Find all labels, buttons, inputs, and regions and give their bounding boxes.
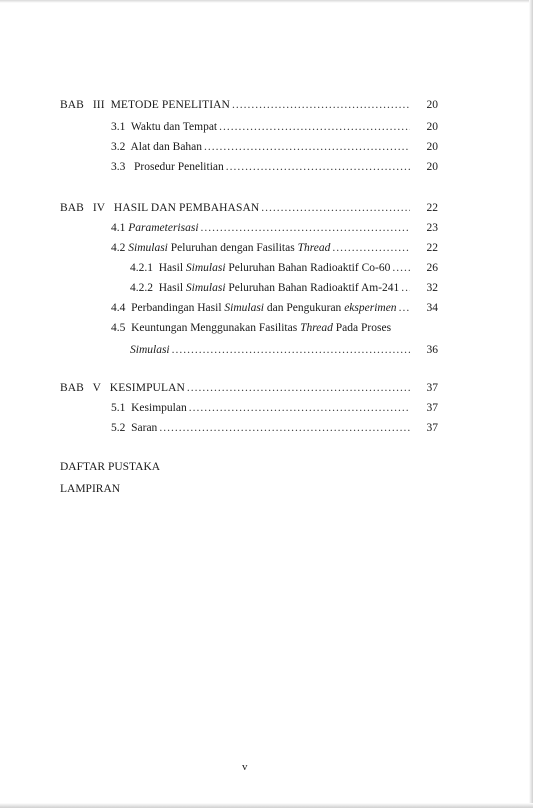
toc-entry-bab3 — [60, 98, 438, 112]
toc-entry-bab4 — [60, 201, 438, 215]
toc-label: BAB III METODE PENELITIAN — [60, 99, 230, 111]
leader-dots — [392, 261, 410, 275]
italic-term: Parameterisasi — [128, 222, 199, 234]
toc-label — [111, 301, 397, 315]
section-number: 4.5 Keuntungan Menggunakan Fasilitas — [111, 322, 301, 334]
toc-page-number: 26 — [426, 262, 438, 274]
toc-label — [111, 241, 330, 255]
toc-page-number: 36 — [426, 344, 438, 356]
toc-label — [130, 281, 399, 295]
toc-label — [111, 221, 199, 235]
toc-entry-4-5-line1 — [111, 321, 391, 335]
italic-term: Simulasi — [128, 242, 168, 254]
toc-label: 3.1 Waktu dan Tempat — [111, 121, 218, 133]
italic-term: eksperimen — [344, 302, 397, 314]
toc-page-number: 23 — [426, 222, 438, 234]
leader-dots — [172, 343, 410, 357]
toc-page-number: 32 — [426, 282, 438, 294]
toc-entry-4-2-2 — [130, 281, 438, 295]
toc-entry-4-5-line2 — [130, 343, 438, 357]
italic-term: Simulasi — [224, 302, 265, 314]
section-number: 4.2 — [111, 242, 129, 254]
leader-dots — [187, 381, 410, 395]
leader-dots — [189, 401, 410, 415]
leader-dots — [261, 201, 410, 215]
title-text: Peluruhan Bahan Radioaktif Co-60 — [225, 262, 391, 274]
toc-label — [130, 261, 390, 275]
title-text: Peluruhan Bahan Radioaktif Am-241 — [225, 282, 400, 294]
leader-dots — [159, 421, 410, 435]
toc-entry-3-1 — [111, 120, 438, 134]
title-text: Peluruhan dengan Fasilitas — [167, 242, 298, 254]
toc-page-number: 37 — [426, 382, 438, 394]
toc-page-number: 20 — [426, 121, 438, 133]
page-edge-bottom — [0, 803, 533, 808]
leader-dots — [219, 120, 410, 134]
toc-entry-4-2 — [111, 241, 438, 255]
toc-page-number: 37 — [426, 422, 438, 434]
toc-label: 3.2 Alat dan Bahan — [111, 141, 203, 153]
toc-entry-4-4 — [111, 301, 438, 315]
title-text: dan Pengukuran — [264, 302, 345, 314]
leader-dots — [401, 281, 410, 295]
section-number: 4.2.1 Hasil — [130, 262, 186, 274]
leader-dots — [332, 241, 410, 255]
italic-term: Thread — [297, 242, 331, 254]
toc-entry-bab5 — [60, 381, 438, 395]
leader-dots — [201, 221, 410, 235]
toc-page-number: 22 — [426, 202, 438, 214]
page-edge-top — [0, 0, 533, 3]
toc-entry-3-2 — [111, 140, 438, 154]
leader-dots — [204, 140, 410, 154]
toc-daftar-pustaka: DAFTAR PUSTAKA — [60, 461, 161, 473]
italic-term: Thread — [300, 322, 333, 334]
toc-lampiran: LAMPIRAN — [60, 483, 121, 495]
title-text: Pada Proses — [332, 322, 392, 334]
toc-label: 5.1 Kesimpulan — [111, 402, 187, 414]
toc-entry-5-1 — [111, 401, 438, 415]
toc-label: BAB IV HASIL DAN PEMBAHASAN — [60, 202, 260, 214]
italic-term: Simulasi — [185, 282, 226, 294]
page-edge-right — [529, 0, 533, 808]
toc-label: 3.3 Prosedur Penelitian — [111, 161, 224, 173]
toc-page-number: 22 — [426, 242, 438, 254]
toc-entry-5-2 — [111, 421, 438, 435]
toc-page-number: 20 — [426, 99, 438, 111]
toc-page-number: 20 — [426, 141, 438, 153]
toc-page-number: 37 — [426, 402, 438, 414]
leader-dots — [399, 301, 410, 315]
italic-term: Simulasi — [185, 262, 226, 274]
toc-entry-4-1 — [111, 221, 438, 235]
toc-page-number: 20 — [426, 161, 438, 173]
toc-label — [130, 343, 170, 357]
toc-label: 5.2 Saran — [111, 422, 158, 434]
section-number: 4.2.2 Hasil — [130, 282, 186, 294]
toc-page-number: 34 — [426, 302, 438, 314]
leader-dots — [226, 160, 410, 174]
page-number-folio: v — [242, 761, 248, 773]
toc-label: BAB V KESIMPULAN — [60, 382, 185, 394]
section-number: 4.1 — [111, 222, 129, 234]
leader-dots — [232, 98, 410, 112]
toc-entry-3-3 — [111, 160, 438, 174]
italic-term: Simulasi — [130, 344, 170, 356]
toc-entry-4-2-1 — [130, 261, 438, 275]
section-number: 4.4 Perbandingan Hasil — [111, 302, 225, 314]
